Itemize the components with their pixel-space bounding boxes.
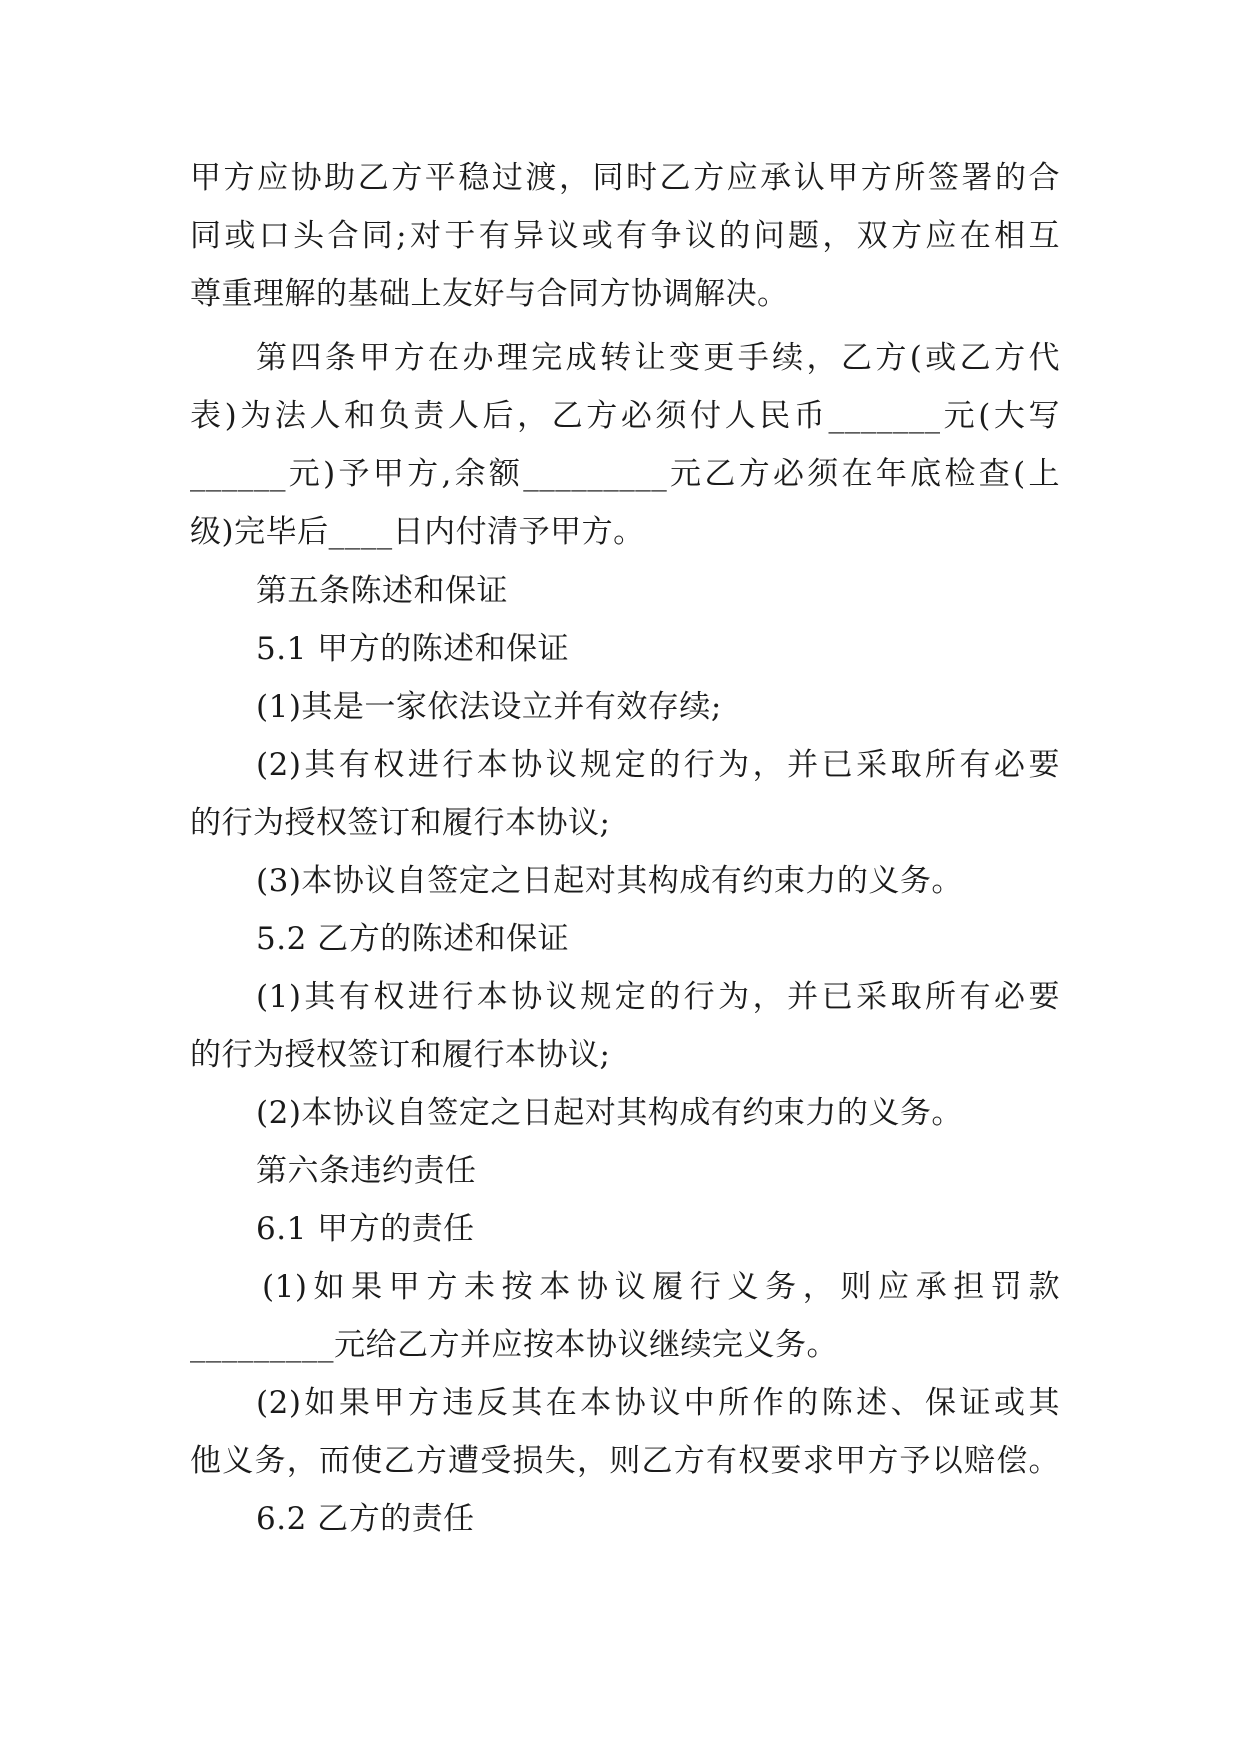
clause-line: _________元给乙方并应按本协议继续完义务。: [190, 1327, 838, 1363]
section-5-1-heading: 5.1 甲方的陈述和保证: [256, 631, 570, 667]
clause-line: (2)如果甲方违反其在本协议中所作的陈述、保证或其: [256, 1385, 1060, 1421]
clause-line: (2)其有权进行本协议规定的行为，并已采取所有必要: [256, 747, 1060, 783]
article-6-heading: 第六条违约责任: [256, 1153, 477, 1189]
clause-line: 的行为授权签订和履行本协议;: [190, 805, 611, 841]
section-5-2-heading: 5.2 乙方的陈述和保证: [256, 921, 570, 957]
paragraph-line: 级)完毕后____日内付清予甲方。: [190, 514, 645, 550]
paragraph-line: 同或口头合同;对于有异议或有争议的问题，双方应在相互: [190, 218, 1060, 254]
clause-line: 他义务，而使乙方遭受损失，则乙方有权要求甲方予以赔偿。: [190, 1443, 1060, 1479]
article-4-line: 第四条甲方在办理完成转让变更手续，乙方(或乙方代: [256, 340, 1060, 376]
clause-line: (1)其有权进行本协议规定的行为，并已采取所有必要: [256, 979, 1060, 1015]
section-6-2-heading: 6.2 乙方的责任: [256, 1501, 475, 1537]
paragraph-line: 尊重理解的基础上友好与合同方协调解决。: [190, 276, 789, 312]
clause-line: (1)其是一家依法设立并有效存续;: [256, 689, 722, 725]
article-5-heading: 第五条陈述和保证: [256, 573, 508, 609]
clause-line: (2)本协议自签定之日起对其构成有约束力的义务。: [256, 1095, 963, 1131]
paragraph-line: 甲方应协助乙方平稳过渡，同时乙方应承认甲方所签署的合: [190, 160, 1060, 196]
clause-line: (1)如果甲方未按本协议履行义务，则应承担罚款: [262, 1269, 1060, 1305]
clause-line: 的行为授权签订和履行本协议;: [190, 1037, 611, 1073]
section-6-1-heading: 6.1 甲方的责任: [256, 1211, 475, 1247]
clause-line: (3)本协议自签定之日起对其构成有约束力的义务。: [256, 863, 963, 899]
paragraph-line: 表)为法人和负责人后，乙方必须付人民币_______元(大写: [190, 398, 1060, 434]
paragraph-line: ______元)予甲方,余额_________元乙方必须在年底检查(上: [190, 456, 1060, 492]
